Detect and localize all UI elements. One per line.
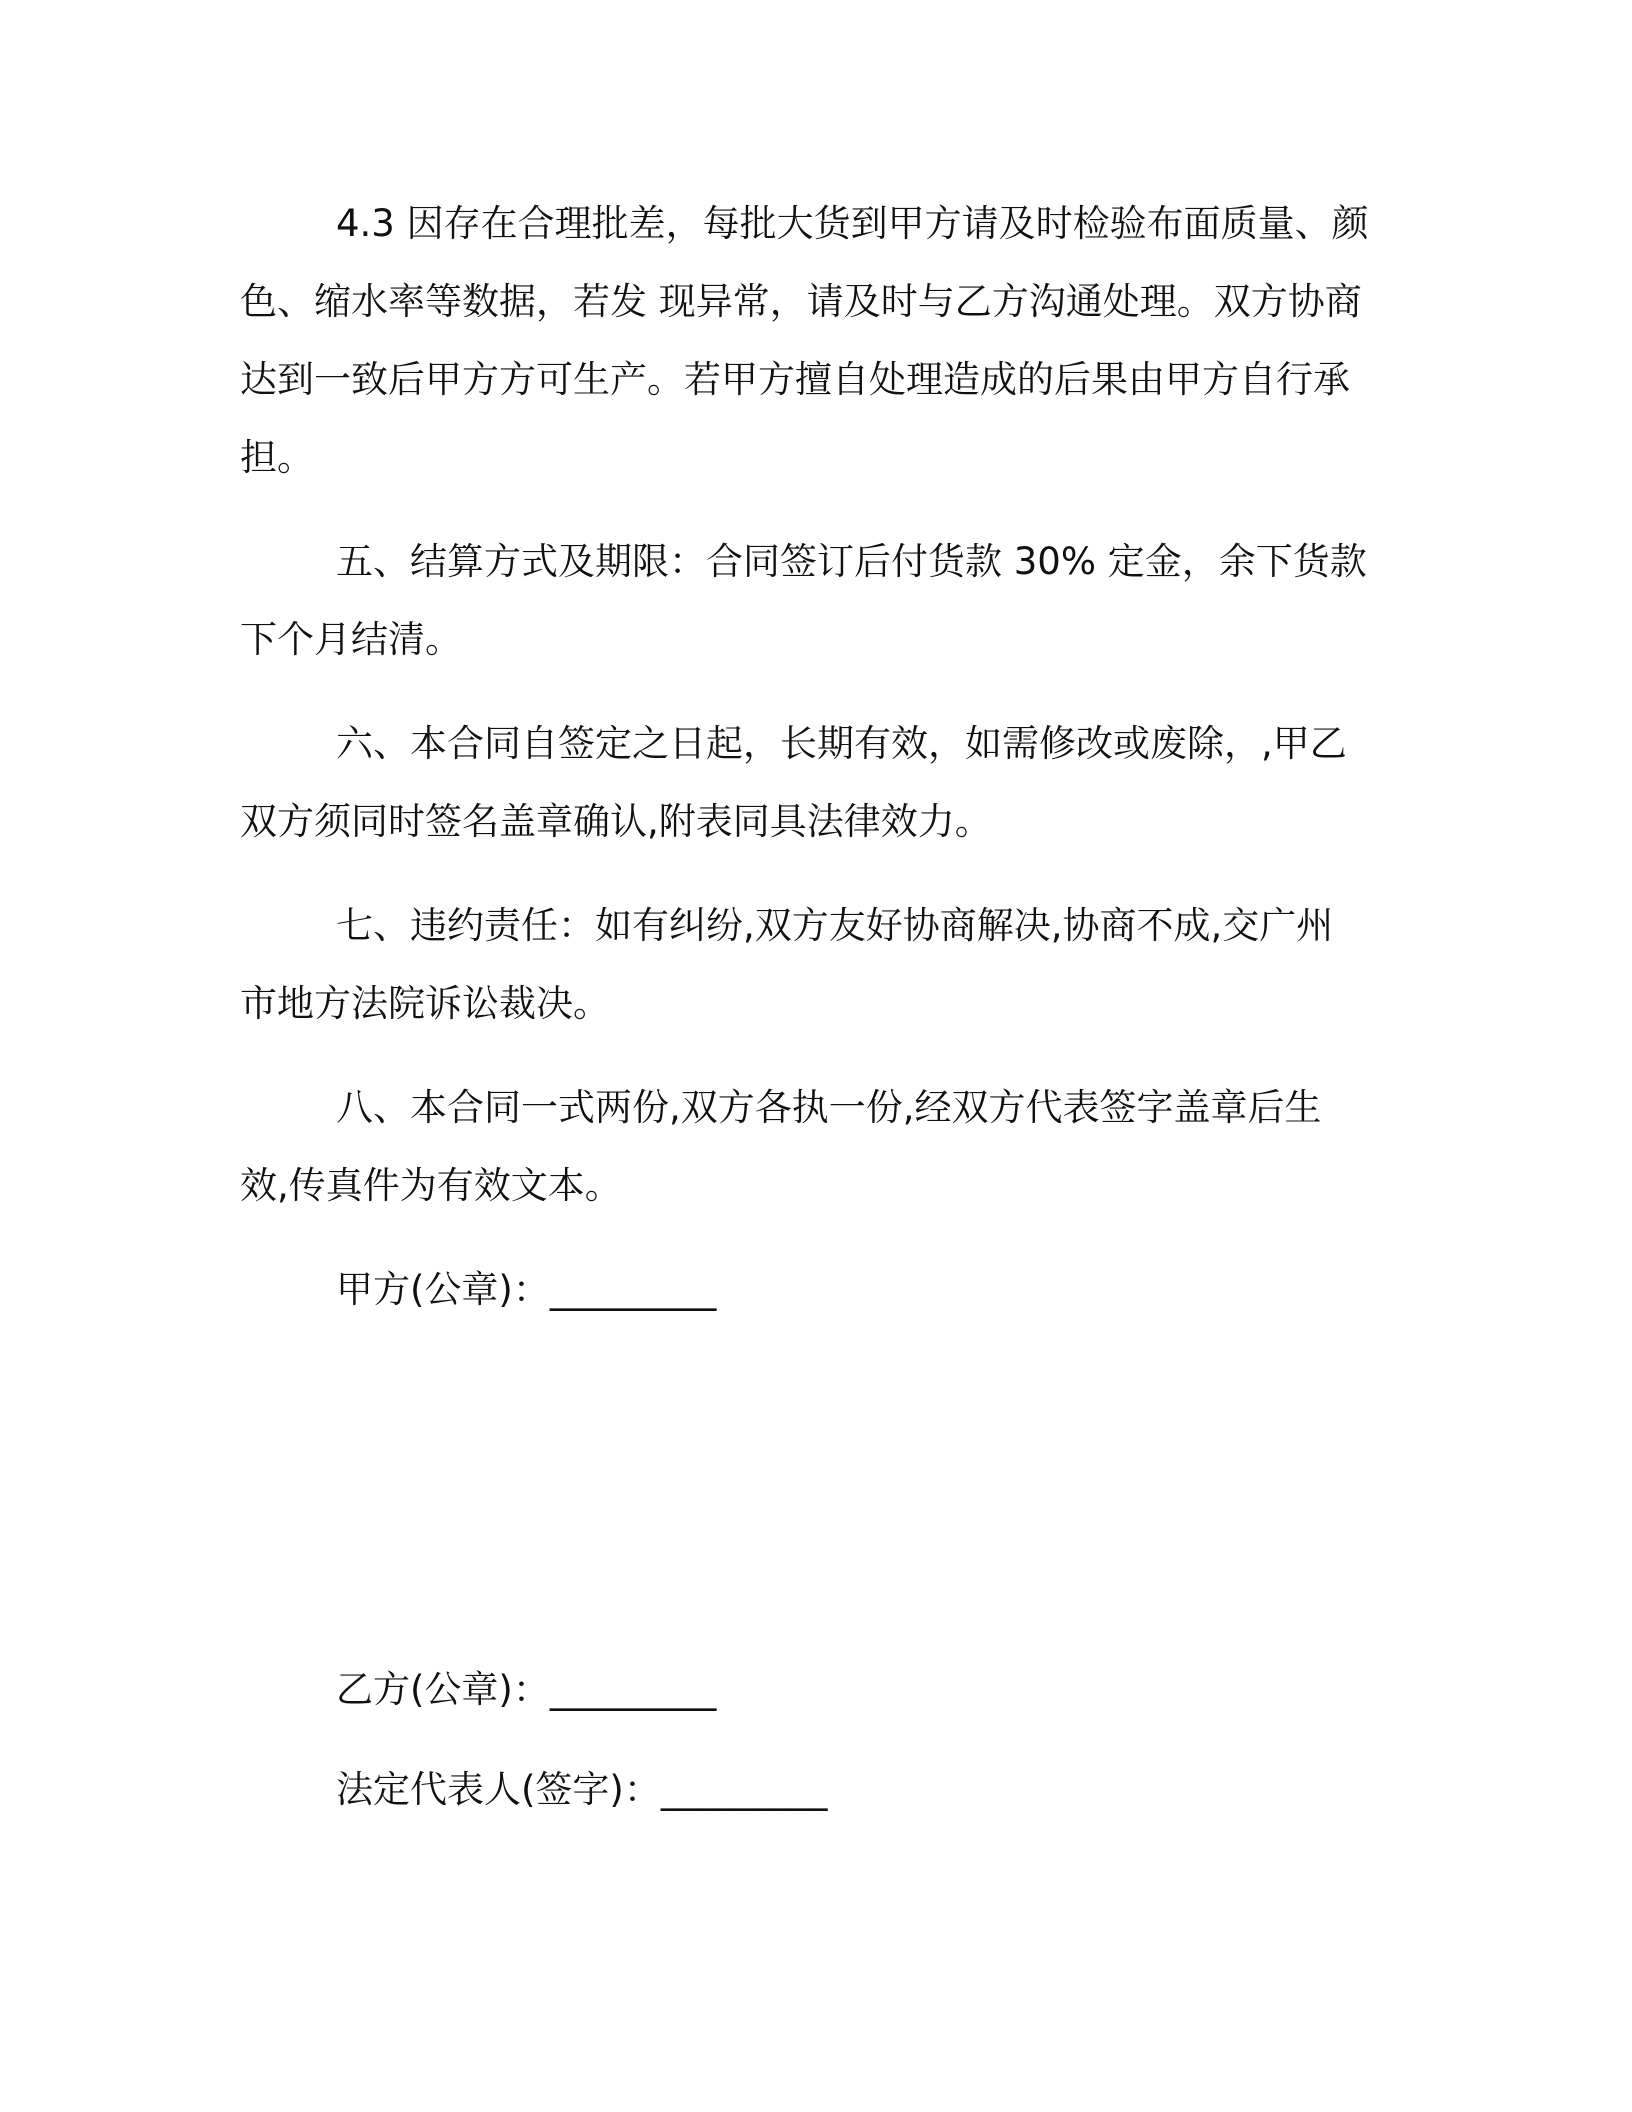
clause-liability: 七、违约责任：如有纠纷,双方友好协商解决,协商不成,交广州市地方法院诉讼裁决。 <box>240 904 1334 1025</box>
signature-spacer <box>240 1729 1370 1751</box>
clause-copies: 八、本合同一式两份,双方各执一份,经双方代表签字盖章后生效,传真件为有效文本。 <box>240 1086 1322 1207</box>
party-a-signature-line: 甲方(公章)：_________ <box>336 1268 717 1311</box>
clause-settlement: 五、结算方式及期限：合同签订后付货款 30% 定金，余下货款下个月结清。 <box>240 540 1367 661</box>
legal-representative-signature-line: 法定代表人(签字)：_________ <box>336 1768 828 1811</box>
clause-4-3: 4.3 因存在合理批差，每批大货到甲方请及时检验布面质量、颜色、缩水率等数据，若发 现异常，请及时与乙方沟通处理。双方协商达到一致后甲方方可生产。若甲方擅自处理造成的后果由甲方自行承担。 <box>240 202 1369 479</box>
party-b-signature-line: 乙方(公章)：_________ <box>336 1668 717 1711</box>
clause-validity: 六、本合同自签定之日起，长期有效，如需修改或废除，,甲乙双方须同时签名盖章确认,附表同具法律效力。 <box>240 722 1347 843</box>
document-body <box>240 185 1370 1829</box>
seal-space <box>240 1329 1370 1651</box>
